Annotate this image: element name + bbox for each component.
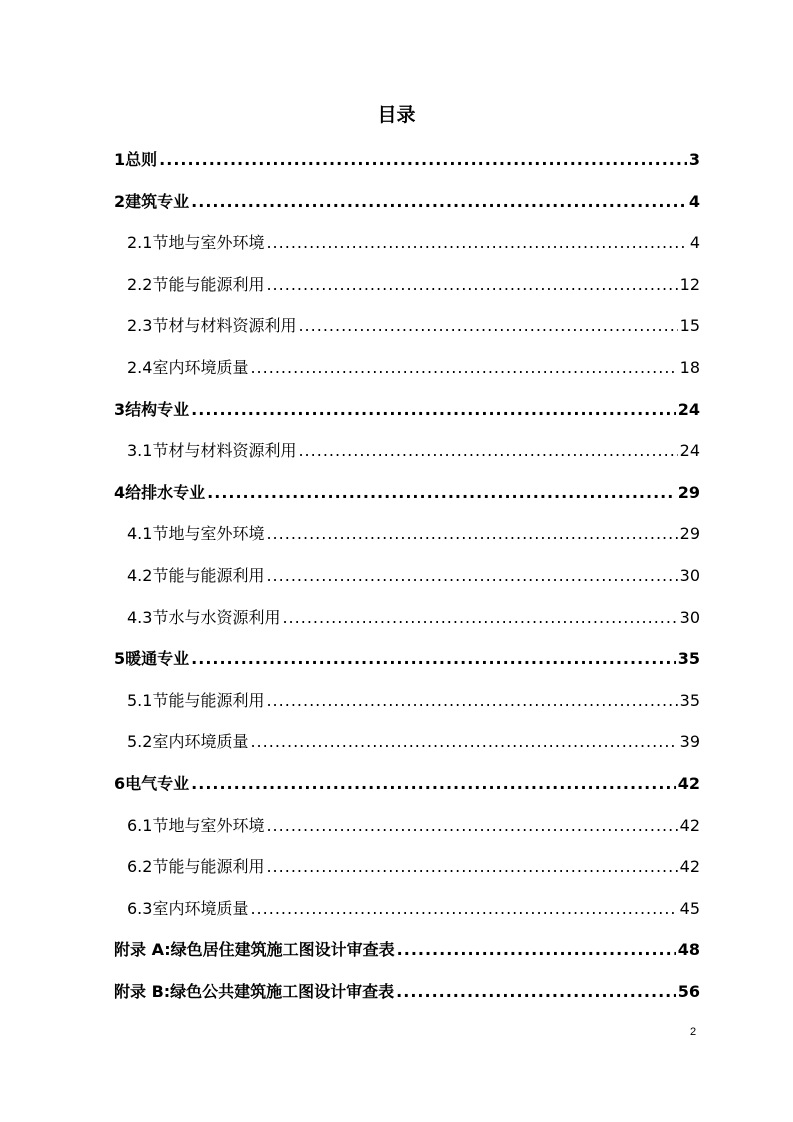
toc-entry-label: 节材与材料资源利用 [152,316,297,336]
toc-entry-page: 3 [688,150,700,169]
toc-entry[interactable] [114,644,700,686]
toc-entry-number: 3 [114,399,126,419]
table-of-contents [114,145,700,1018]
toc-entry[interactable] [114,353,700,395]
toc-leader-dots [250,355,677,381]
toc-entry-label: 节材与材料资源利用 [152,441,297,461]
toc-entry-page: 24 [677,399,700,419]
toc-entry-label: 结构专业 [125,399,190,419]
toc-entry-appendix[interactable] [114,935,700,977]
toc-entry-page: 29 [677,482,700,502]
toc-leader-dots [266,813,677,839]
toc-entry-number: 6.1 [127,815,153,835]
toc-leader-dots [282,605,677,631]
toc-leader-dots [191,646,676,672]
toc-entry[interactable] [114,311,700,353]
page-number: 2 [690,1026,697,1038]
toc-entry-number: 2 [114,191,126,211]
toc-entry[interactable] [114,727,700,769]
toc-entry-page: 48 [677,940,700,960]
toc-entry-page: 42 [679,857,700,877]
toc-entry-page: 18 [679,357,700,377]
toc-leader-dots [207,480,676,506]
toc-entry-label: 节能与能源利用 [152,690,265,710]
toc-entry-page: 39 [679,732,700,752]
toc-entry-label: 节水与水资源利用 [152,607,281,627]
toc-entry-page: 45 [679,898,700,918]
toc-entry-page: 12 [679,274,700,294]
toc-leader-dots [266,272,677,298]
toc-entry-number: 2.1 [127,233,153,253]
toc-entry-label: 给排水专业 [125,482,206,502]
toc-entry-page: 4 [689,233,700,253]
toc-entry[interactable] [114,561,700,603]
toc-entry-number: 5.1 [127,690,153,710]
toc-entry-page: 35 [679,690,700,710]
toc-entry-label: 室内环境质量 [152,357,249,377]
toc-entry-number: 4.2 [127,565,153,585]
toc-entry-page: 4 [688,191,700,211]
toc-entry[interactable] [114,769,700,811]
toc-entry-page: 35 [677,649,700,669]
toc-title: 目录 [377,104,416,126]
toc-entry[interactable] [114,395,700,437]
toc-leader-dots [298,313,677,339]
toc-entry[interactable] [114,436,700,478]
toc-leader-dots [298,438,677,464]
toc-leader-dots [396,979,676,1005]
toc-entry[interactable] [114,852,700,894]
toc-entry-label: 室内环境质量 [152,898,249,918]
toc-leader-dots [191,189,687,215]
toc-entry-number: 6 [114,773,126,793]
toc-entry-page: 24 [679,441,700,461]
toc-entry-label: 节地与室外环境 [152,815,265,835]
toc-entry[interactable] [114,270,700,312]
toc-entry-page: 30 [679,565,700,585]
toc-entry[interactable] [114,228,700,270]
toc-entry-label: 节能与能源利用 [152,274,265,294]
toc-entry-number: 2.4 [127,357,153,377]
toc-entry-number: 4.3 [127,607,153,627]
toc-entry-label: 节能与能源利用 [152,857,265,877]
toc-entry[interactable] [114,145,700,187]
toc-entry-label: 附录 A:绿色居住建筑施工图设计审查表 [114,940,395,960]
toc-entry-page: 42 [677,773,700,793]
toc-entry-page: 42 [679,815,700,835]
toc-entry-page: 15 [679,316,700,336]
toc-leader-dots [397,937,676,963]
toc-entry-number: 6.2 [127,857,153,877]
toc-entry-number: 3.1 [127,441,153,461]
toc-entry[interactable] [114,519,700,561]
toc-entry-page: 30 [679,607,700,627]
toc-entry-label: 建筑专业 [125,191,190,211]
toc-entry-number: 2.2 [127,274,153,294]
toc-entry[interactable] [114,187,700,229]
toc-entry-label: 总则 [125,150,158,169]
toc-entry-number: 4 [114,482,126,502]
toc-entry-page: 56 [677,981,700,1001]
toc-entry-number: 2.3 [127,316,153,336]
toc-entry-number: 5.2 [127,732,153,752]
toc-leader-dots [266,854,677,880]
toc-entry-number: 4.1 [127,524,153,544]
toc-leader-dots [250,896,677,922]
toc-entry-number: 5 [114,649,126,669]
toc-leader-dots [191,397,676,423]
toc-entry-appendix[interactable] [114,977,700,1019]
toc-leader-dots [266,521,677,547]
toc-entry-label: 节地与室外环境 [152,233,265,253]
toc-entry-page: 29 [679,524,700,544]
toc-entry[interactable] [114,894,700,936]
toc-entry-label: 节地与室外环境 [152,524,265,544]
toc-entry-number: 6.3 [127,898,153,918]
toc-leader-dots [250,729,677,755]
toc-leader-dots [266,230,687,256]
toc-entry-label: 室内环境质量 [152,732,249,752]
toc-entry-number: 1 [114,150,126,169]
toc-entry[interactable] [114,603,700,645]
toc-leader-dots [266,563,677,589]
toc-entry[interactable] [114,811,700,853]
toc-entry[interactable] [114,478,700,520]
toc-entry[interactable] [114,686,700,728]
toc-leader-dots [266,688,677,714]
toc-entry-label: 暖通专业 [125,649,190,669]
toc-entry-label: 节能与能源利用 [152,565,265,585]
toc-entry-label: 附录 B:绿色公共建筑施工图设计审查表 [114,981,395,1001]
toc-leader-dots [191,771,676,797]
toc-entry-label: 电气专业 [125,773,190,793]
toc-leader-dots [159,147,687,173]
